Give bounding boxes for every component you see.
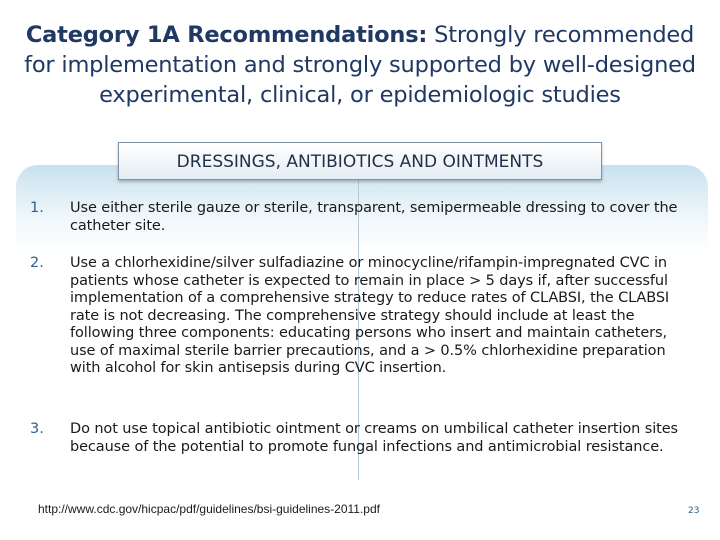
item-number: 3. [30, 421, 44, 437]
source-link[interactable] [38, 502, 380, 516]
slide-title [10, 20, 710, 110]
source-link-text: http://www.cdc.gov/hicpac/pdf/guidelines/bsi-guidelines-2011.pdf [38, 502, 380, 516]
item-number: 1. [30, 200, 44, 216]
slide-title-rest: Strongly recommended for implementation and strongly supported by well-designed experimental, clinical, or epidemiologic studies [24, 22, 696, 108]
item-text: Do not use topical antibiotic ointment or creams on umbilical catheter insertion sites because of the potential to promote fungal infections and antimicrobial resistance. [70, 421, 678, 455]
section-header: DRESSINGS, ANTIBIOTICS AND OINTMENTS [118, 142, 602, 180]
page-number: 23 [688, 506, 700, 516]
item-text: Use a chlorhexidine/silver sulfadiazine or minocycline/rifampin-impregnated CVC in patients whose catheter is expected to remain in place > 5 days if, after successful implementation of a comprehensive strategy to reduce rates of CLABSI, the CLABSI rate is not decreasing. The comprehensive strategy should include at least the following three components: educating persons who insert and maintain catheters, use of maximal sterile barrier precautions, and a > 0.5% chlorhexidine preparation with alcohol for skin antisepsis during CVC insertion. [70, 255, 670, 376]
item-text: Use either sterile gauze or sterile, transparent, semipermeable dressing to cover the catheter site. [70, 200, 678, 234]
item-number: 2. [30, 255, 44, 271]
slide-title-bold: Category 1A Recommendations: [25, 22, 428, 48]
